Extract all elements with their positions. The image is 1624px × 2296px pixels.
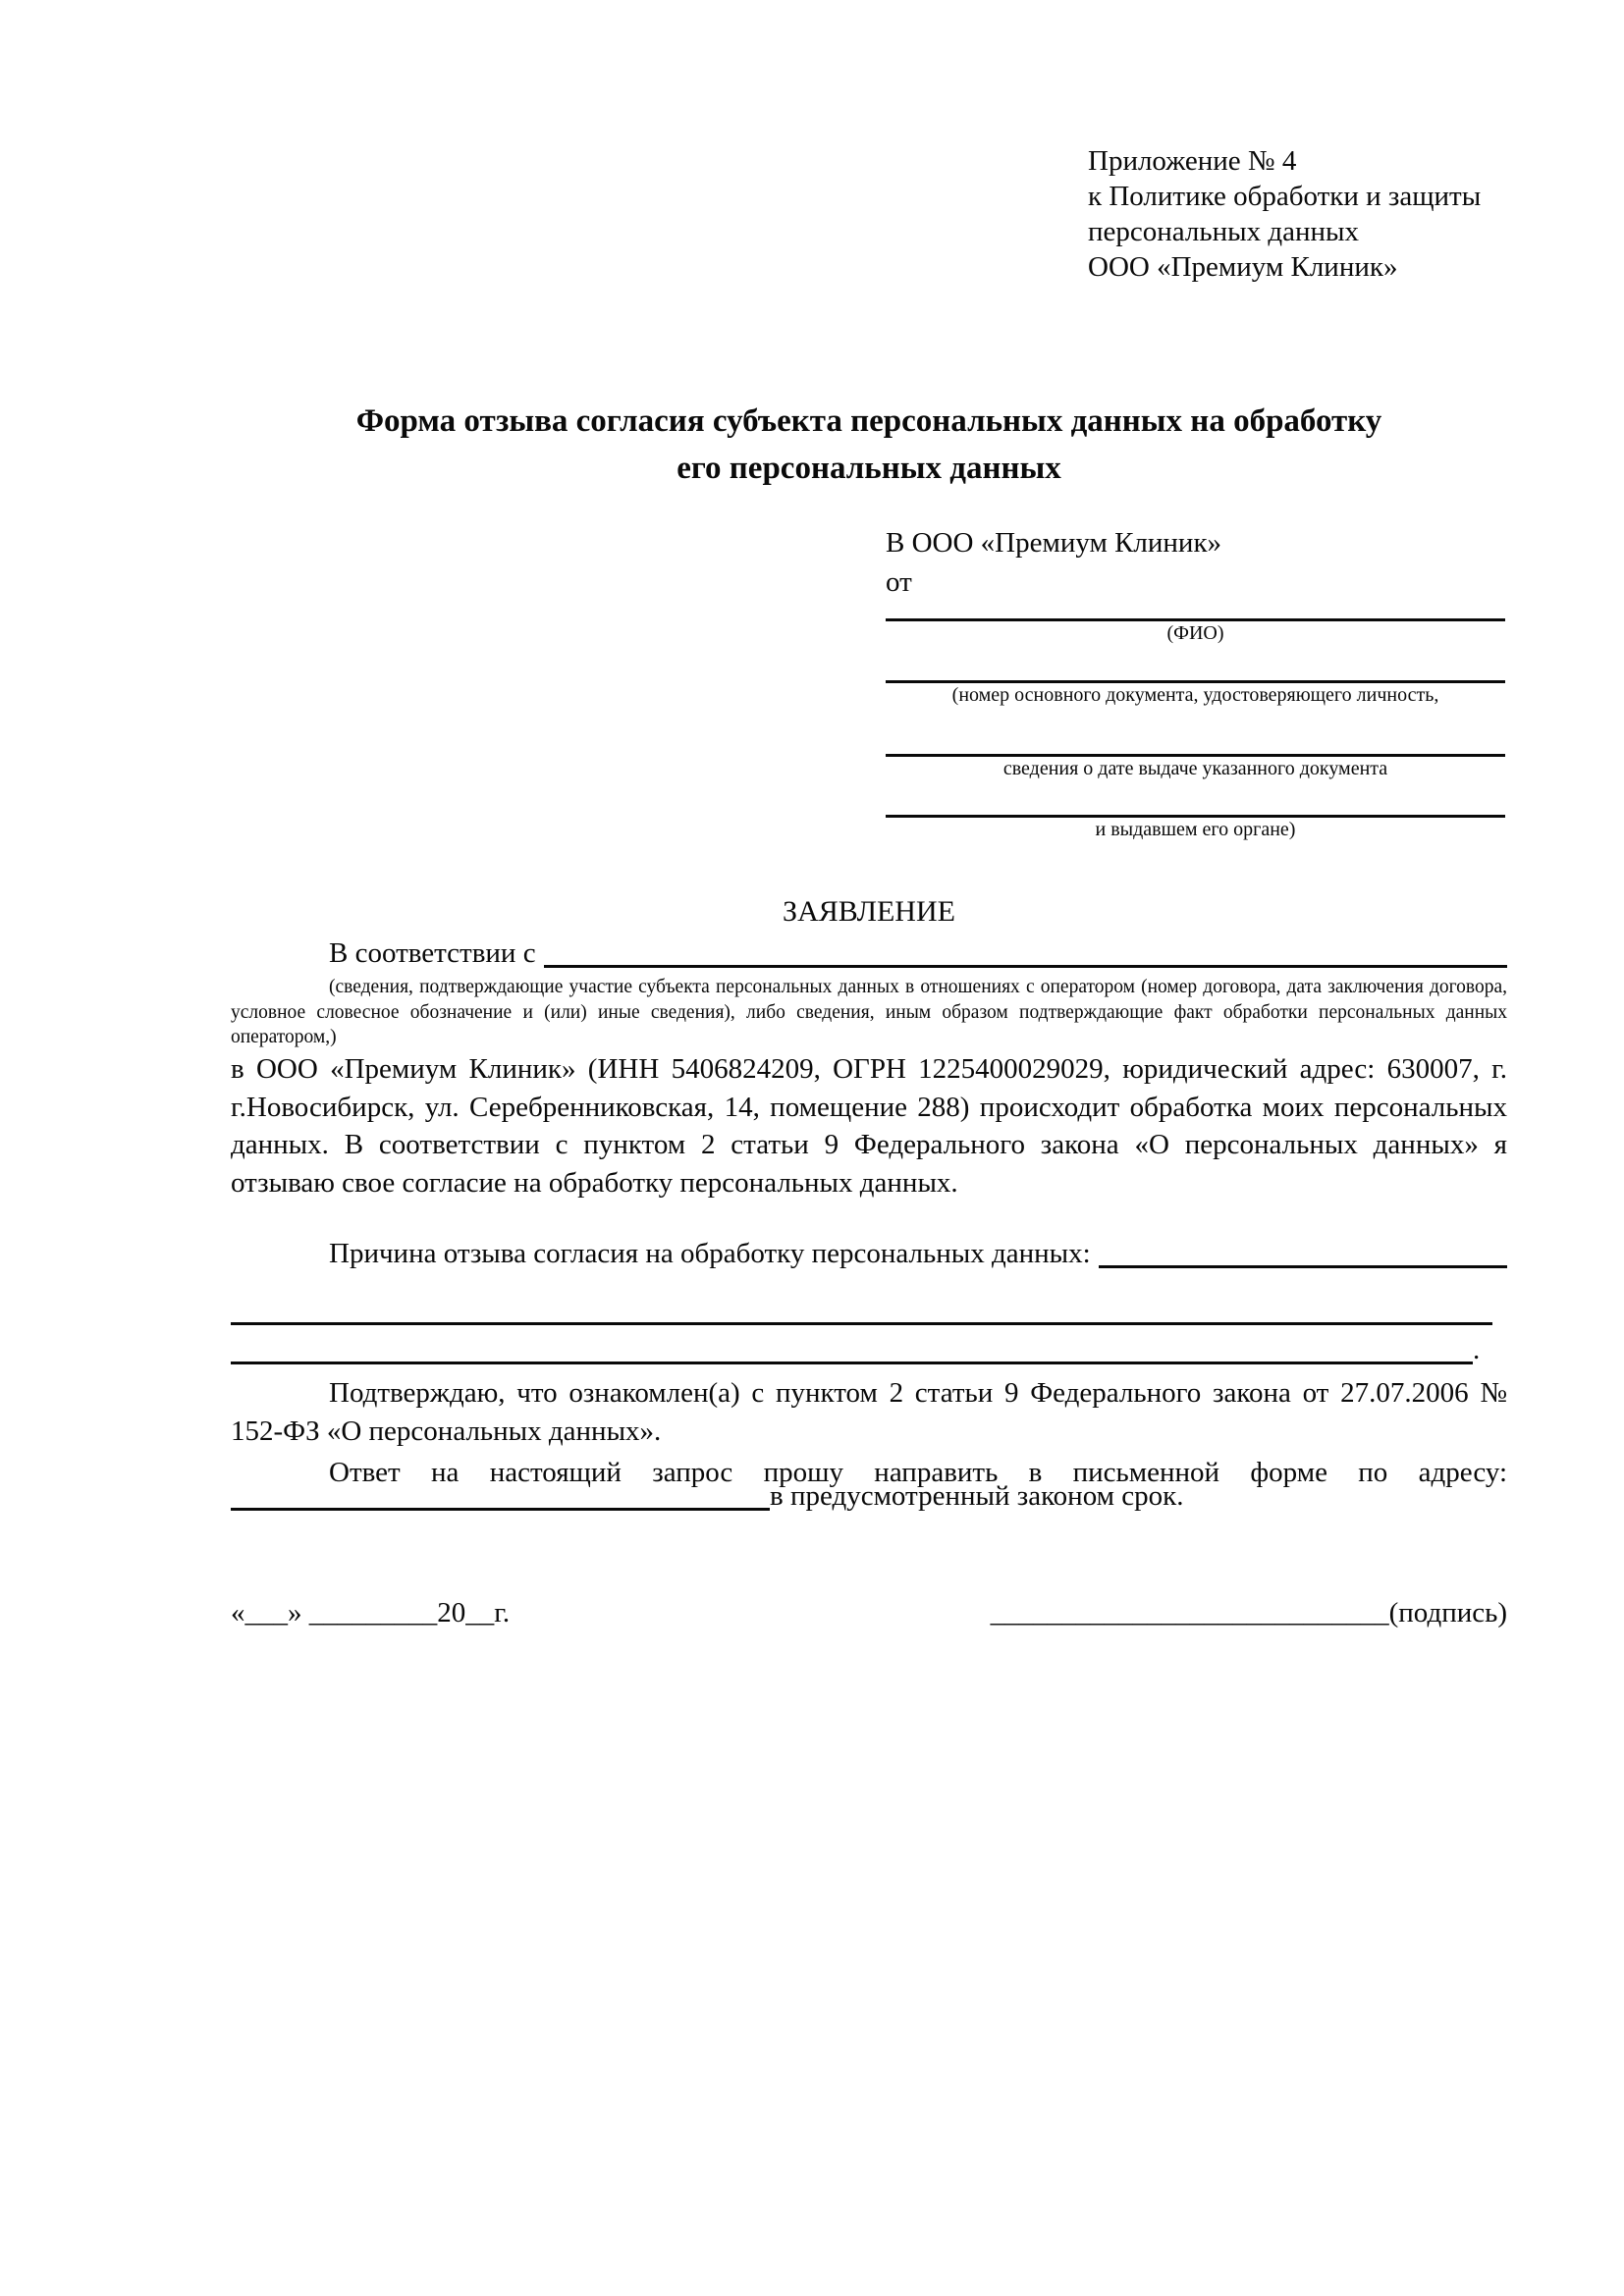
issue-date-caption: сведения о дате выдаче указанного документа [1002, 758, 1388, 779]
date-blank: «___» _________20__г. [231, 1597, 511, 1629]
intro-prefix: В соответствии с [329, 937, 536, 969]
date-signature-row [231, 1594, 1507, 1631]
addressee-block [886, 523, 1505, 841]
signature-area [991, 1594, 1507, 1631]
intro-blank-line [544, 965, 1507, 968]
addressee-from-label: от [886, 566, 912, 598]
reason-line [231, 1235, 1507, 1272]
id-document-blank-line [886, 645, 1505, 683]
document-title-line2: его персональных данных [677, 451, 1061, 486]
fio-caption: (ФИО) [1166, 622, 1224, 644]
issue-date-blank-line [886, 707, 1505, 757]
issuing-authority-caption: и выдавшем его органе) [1095, 819, 1296, 840]
statement-heading: ЗАЯВЛЕНИЕ [783, 895, 955, 928]
intro-line [231, 934, 1507, 972]
document-title [231, 398, 1507, 492]
document-title-line1: Форма отзыва согласия субъекта персональных данных на обработку [355, 403, 1382, 439]
signature-blank-line: ____________________________ [990, 1597, 1389, 1629]
sentence-terminator: . [1473, 1334, 1481, 1365]
reply-request-line2 [231, 1477, 1507, 1515]
intro-footnote: (сведения, подтверждающие участие субъекта персональных данных в отношениях с оператором (номер договора, дата заключения договора, условное словесное обозначение и (или) иные сведения), либо сведения, иным образом подтверждающие факт обработки персональных данных оператором,) [231, 977, 1507, 1047]
confirmation-paragraph: Подтверждаю, что ознакомлен(а) с пунктом 2 статьи 9 Федерального закона от 27.07.2006 № 152-ФЗ «О персональных данных». [231, 1377, 1507, 1447]
reason-blank-line-3-row [231, 1331, 1507, 1368]
reply-request-line1: Ответ на настоящий запрос прошу направить в письменной форме по адресу: [329, 1457, 1507, 1488]
annex-header-line: к Политике обработки и защиты [1088, 181, 1482, 212]
signature-caption: (подпись) [1388, 1597, 1507, 1629]
annex-header-line: персональных данных [1088, 216, 1360, 247]
annex-header-note [1088, 143, 1481, 285]
fio-blank-line [886, 602, 1505, 621]
body-paragraph: в ООО «Премиум Клиник» (ИНН 5406824209, ОГРН 1225400029029, юридический адрес: 630007, г. г.Новосибирск, ул. Серебренниковская, 14, помещение 288) происходит обработка моих персональных данных. В соответствии с пунктом 2 статьи 9 Федерального закона «О персональных данных» я отзываю свое согласие на обработку персональных данных. [231, 1053, 1507, 1199]
annex-header-line: ООО «Премиум Клиник» [1088, 251, 1398, 283]
reason-blank-line-2 [231, 1322, 1492, 1325]
reason-blank-line-1 [1099, 1265, 1507, 1268]
reason-blank-line-3 [231, 1362, 1473, 1364]
addressee-to: В ООО «Премиум Клиник» [886, 527, 1222, 559]
annex-header-line: Приложение № 4 [1088, 145, 1297, 177]
reason-label: Причина отзыва согласия на обработку персональных данных: [329, 1238, 1091, 1269]
id-document-caption: (номер основного документа, удостоверяющего личность, [951, 684, 1439, 706]
reply-address-blank-line [231, 1508, 770, 1511]
reply-request-line2-suffix: в предусмотренный законом срок. [770, 1480, 1184, 1512]
issuing-authority-blank-line [886, 780, 1505, 818]
